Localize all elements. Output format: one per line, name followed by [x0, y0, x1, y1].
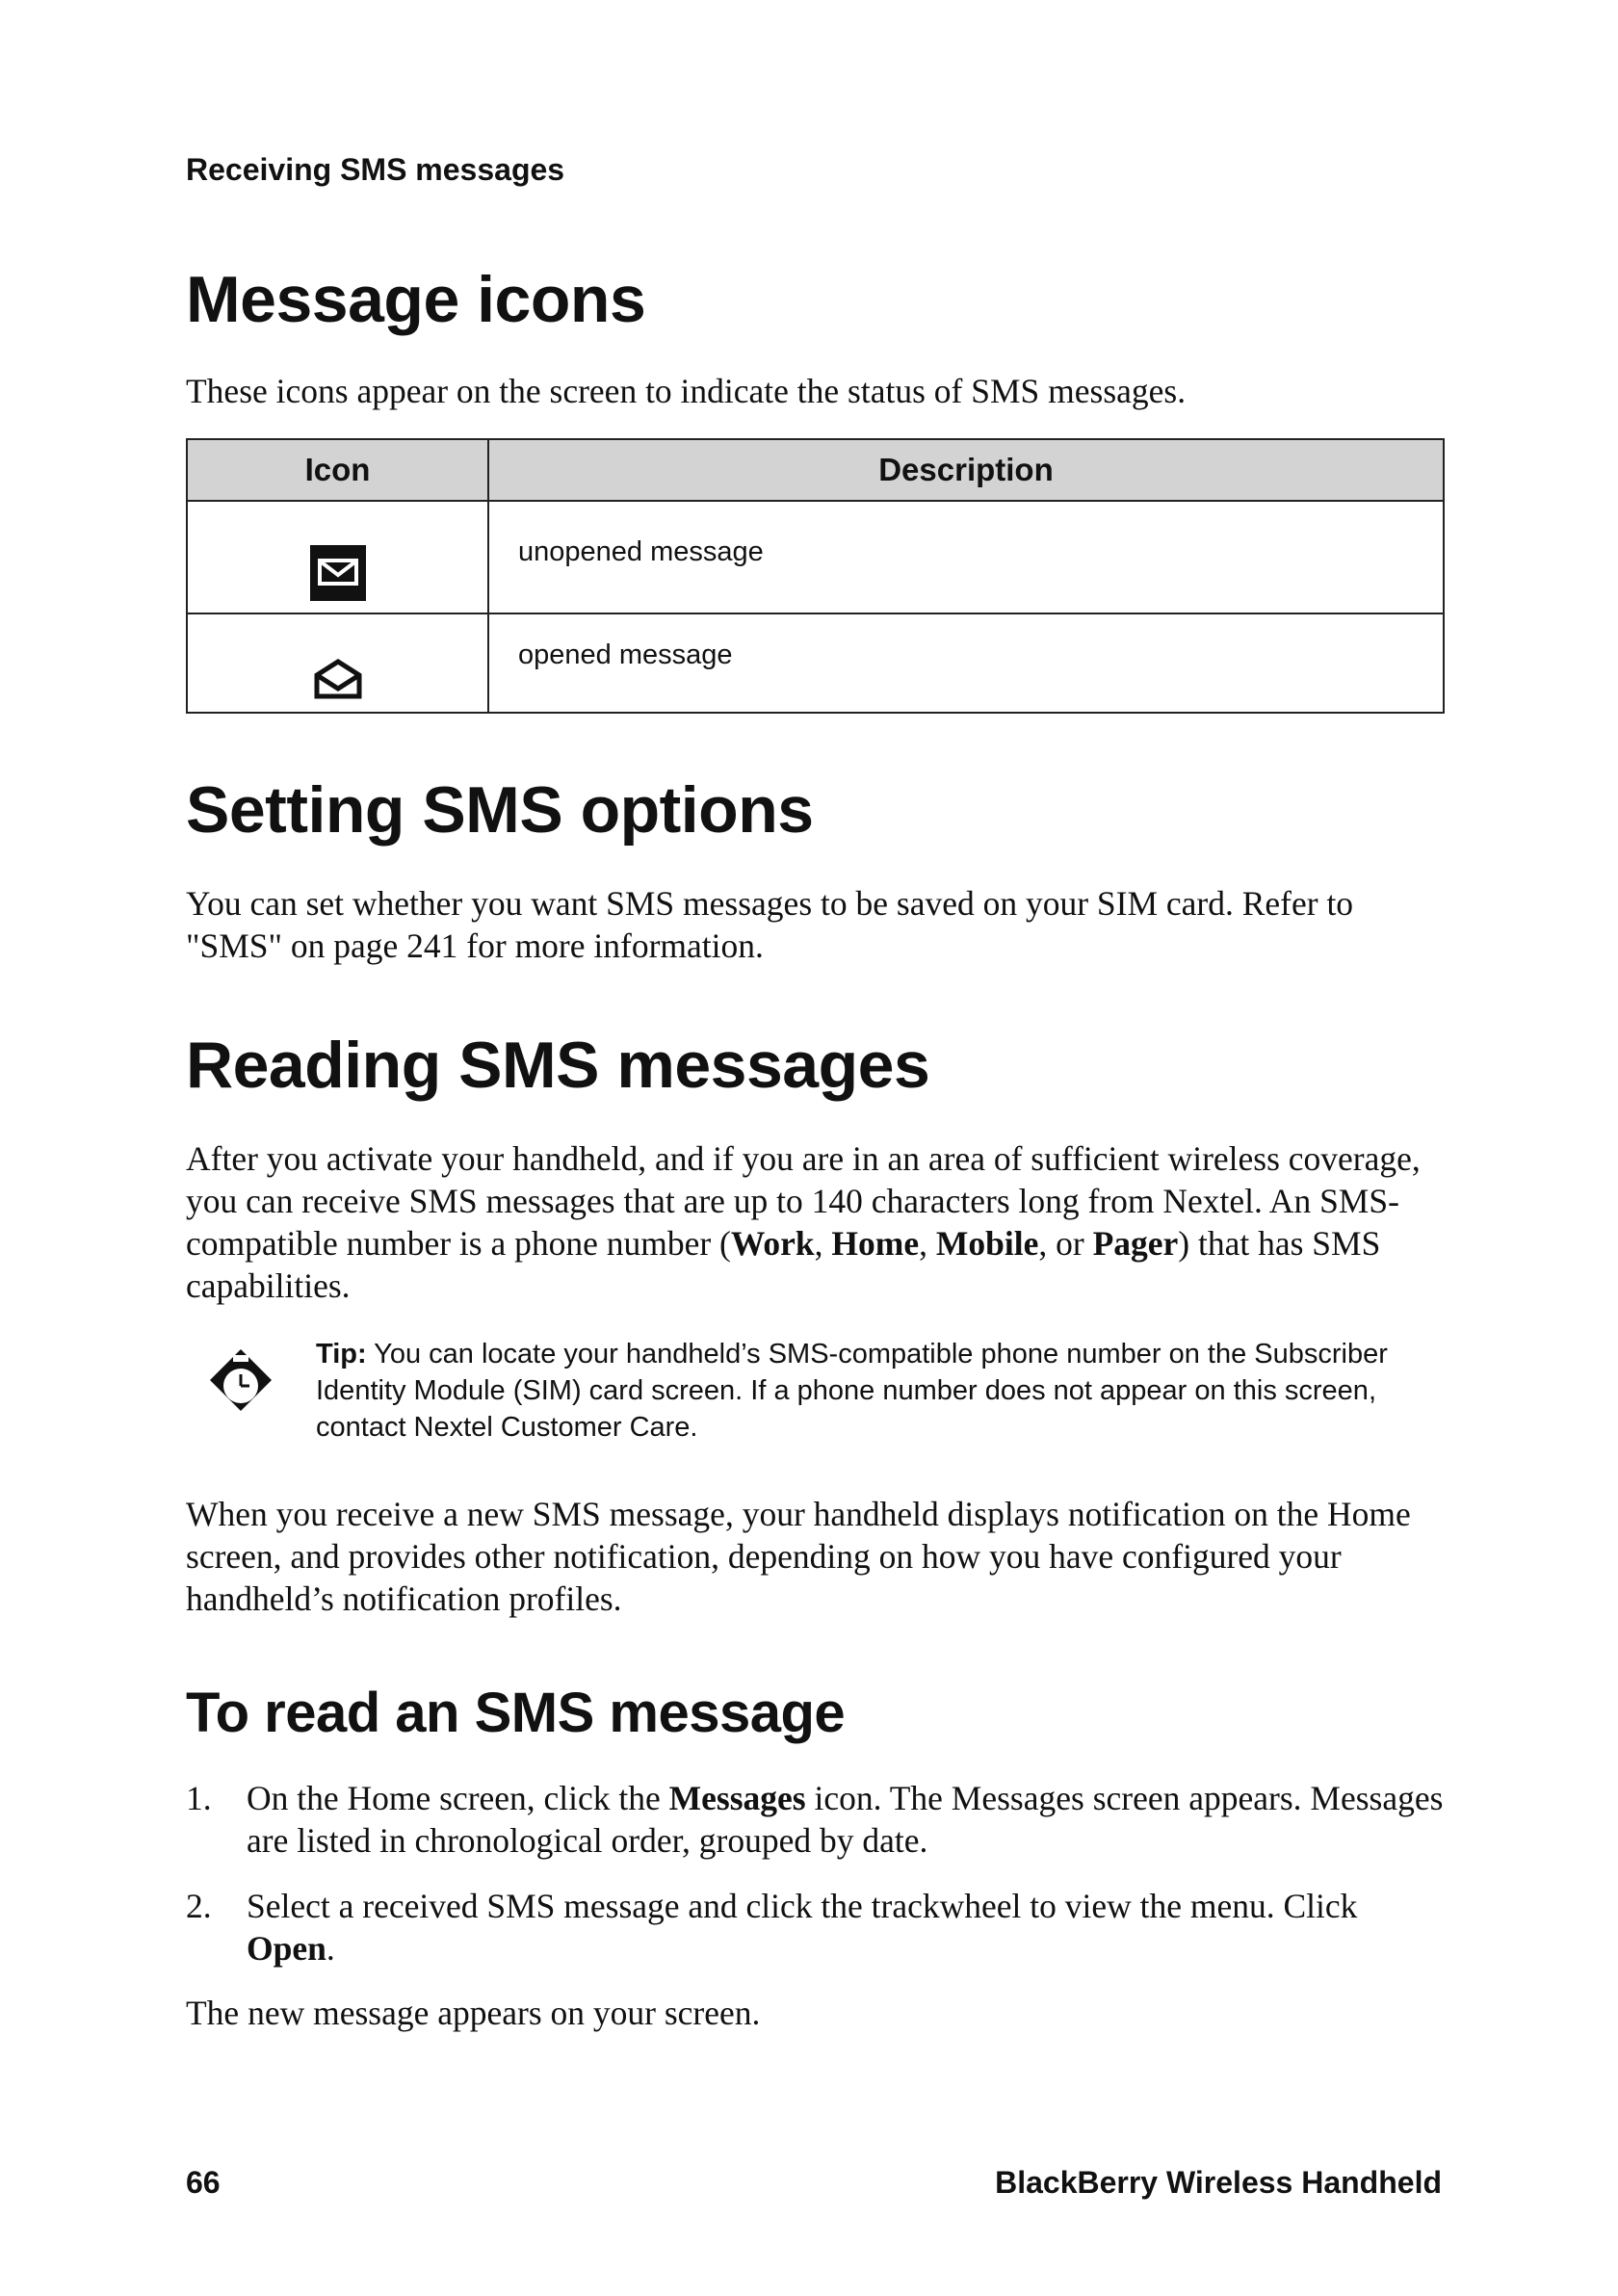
- section-title-reading-sms-messages: Reading SMS messages: [186, 1029, 930, 1102]
- table-row: [187, 501, 1444, 613]
- icon-cell: [187, 501, 488, 613]
- reading-sms-text-end: ) that has SMS capabilities.: [186, 1224, 1381, 1305]
- step-bold: Open: [247, 1929, 326, 1968]
- setting-sms-options-body: You can set whether you want SMS messages to be saved on your SIM card. Refer to "SMS" on page 241 for more information.: [186, 884, 1354, 965]
- tip-text: You can locate your handheld’s SMS-compatible phone number on the Subscriber Identity Module (SIM) card screen. If a phone number does not appear on this screen, contact Nextel Customer Care.: [316, 1339, 1388, 1443]
- tip-note: [316, 1336, 1443, 1446]
- step-bold: Messages: [668, 1779, 806, 1817]
- description-cell: [488, 613, 1444, 713]
- section-title-to-read-sms: To read an SMS message: [186, 1682, 846, 1744]
- step-number: 1.: [186, 1779, 212, 1817]
- tip-clock-icon: [207, 1346, 274, 1414]
- table-row: [187, 613, 1444, 713]
- icon-cell: [187, 613, 488, 713]
- reading-sms-text: After you activate your handheld, and if you are in an area of sufficient wireless coverage, you can receive SMS messages that are up to 140 characters long from Nextel. An SMS-compatible number is a phone number (: [186, 1139, 1421, 1263]
- step-text: Select a received SMS message and click the trackwheel to view the menu. Click: [247, 1887, 1358, 1925]
- pager-label: Pager: [1092, 1224, 1179, 1263]
- list-item: [186, 1777, 1448, 1862]
- closing-text: The new message appears on your screen.: [186, 1994, 761, 2032]
- step-text: On the Home screen, click the: [247, 1779, 669, 1817]
- steps-list: [186, 1777, 1448, 1993]
- opened-envelope-icon: [313, 658, 363, 700]
- running-header: Receiving SMS messages: [186, 152, 565, 187]
- step-text-end: .: [326, 1929, 335, 1968]
- description-text: unopened message: [518, 536, 764, 567]
- section-title-setting-sms-options: Setting SMS options: [186, 773, 814, 847]
- separator: ,: [814, 1224, 832, 1263]
- tip-label: Tip:: [316, 1339, 367, 1370]
- work-label: Work: [730, 1224, 815, 1263]
- list-item: [186, 1885, 1448, 1970]
- separator: ,: [919, 1224, 936, 1263]
- home-label: Home: [831, 1224, 920, 1263]
- reading-sms-body: [186, 1137, 1448, 1307]
- table-header-description: Description: [488, 439, 1444, 501]
- step-text-end: icon. The Messages screen appears. Messages are listed in chronological order, grouped by date.: [247, 1779, 1444, 1860]
- message-icons-intro: These icons appear on the screen to indicate the status of SMS messages.: [186, 372, 1187, 410]
- book-title: BlackBerry Wireless Handheld: [995, 2165, 1442, 2200]
- closed-envelope-icon: [308, 543, 368, 603]
- description-text: opened message: [518, 639, 733, 670]
- page-number: 66: [186, 2165, 221, 2200]
- notification-body: When you receive a new SMS message, your handheld displays notification on the Home screen, and provides other notification, depending on how you have configured your handheld’s notification profiles.: [186, 1495, 1411, 1618]
- step-number: 2.: [186, 1887, 212, 1925]
- section-title-message-icons: Message icons: [186, 263, 646, 336]
- mobile-label: Mobile: [935, 1224, 1039, 1263]
- description-cell: [488, 501, 1444, 613]
- table-header-row: [187, 439, 1444, 501]
- separator: , or: [1038, 1224, 1093, 1263]
- message-icons-table: [186, 438, 1445, 714]
- table-header-icon: Icon: [187, 439, 488, 501]
